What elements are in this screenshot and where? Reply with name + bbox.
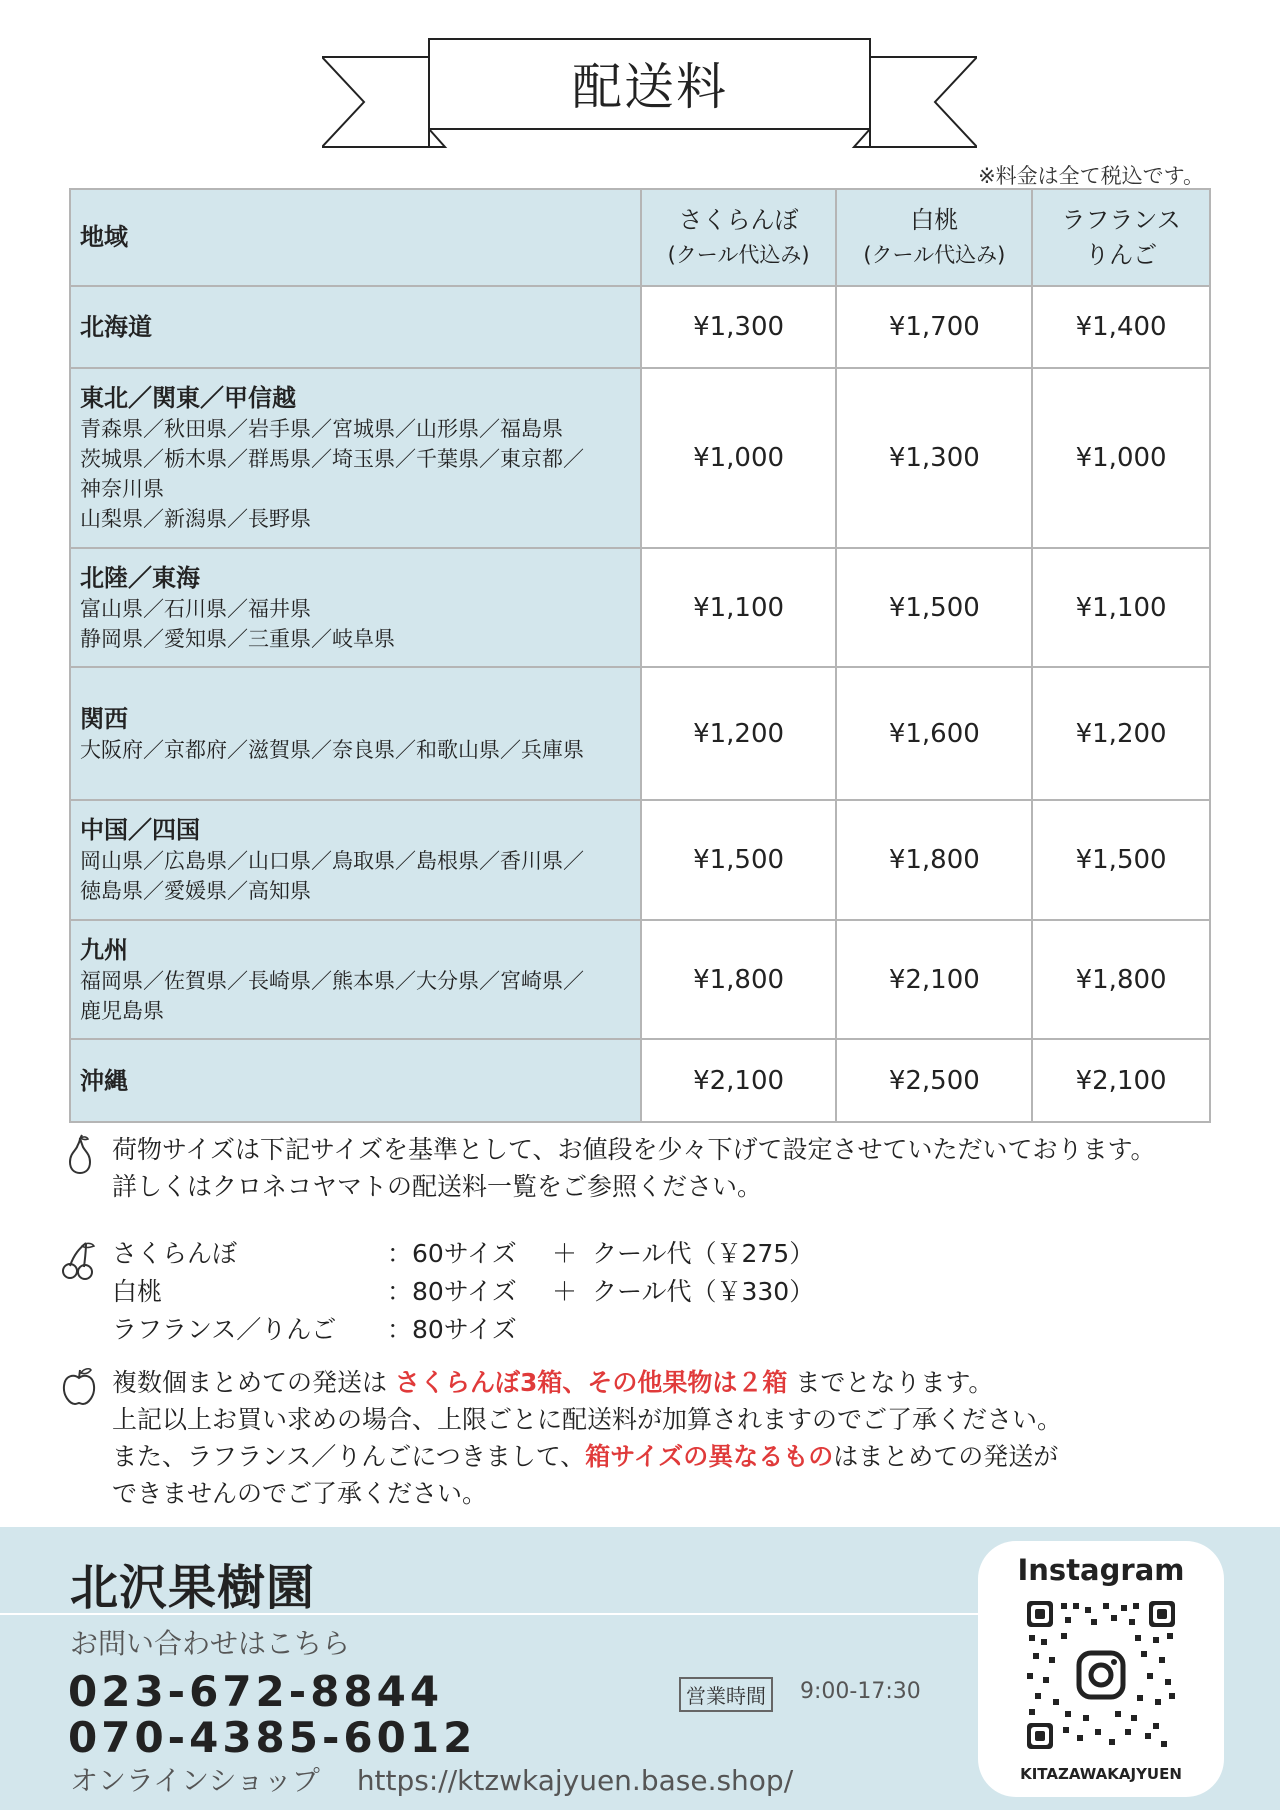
bundle-note-line (112, 1364, 1062, 1401)
business-hours-label: 営業時間 (679, 1677, 773, 1712)
table-row (70, 548, 1210, 667)
region-cell (70, 800, 641, 920)
header-peach-line2: (クール代込み) (863, 242, 1006, 267)
price-peach: ¥2,100 (836, 920, 1032, 1039)
size-fruit: 白桃 (112, 1277, 163, 1306)
price-cherry: ¥1,800 (641, 920, 837, 1039)
online-shop-label: オンラインショップ (70, 1764, 320, 1797)
online-shop-link[interactable]: https://ktzwkajyuen.base.shop/ (356, 1764, 794, 1797)
price-pear-apple: ¥1,800 (1032, 920, 1210, 1039)
size-note-line: 荷物サイズは下記サイズを基準として、お値段を少々下げて設定させていただいております。 (112, 1135, 1156, 1164)
header-pear-apple-line2: りんご (1085, 240, 1158, 269)
bundle-note-line: 上記以上お買い求めの場合、上限ごとに配送料が加算されますのでご了承ください。 (112, 1405, 1063, 1434)
region-cell (70, 1039, 641, 1122)
header-pear-apple (1032, 189, 1210, 286)
prefecture-list: 茨城県／栃木県／群馬県／埼玉県／千葉県／東京都／ (80, 447, 584, 471)
apple-icon (60, 1366, 96, 1408)
page-title: 配送料 (572, 58, 728, 116)
region-cell (70, 920, 641, 1039)
region-name: 東北／関東／甲信越 (80, 384, 296, 412)
size-value: ：80サイズ (387, 1277, 517, 1306)
pear-icon (62, 1134, 98, 1176)
size-cool: クール代（￥330） (592, 1277, 815, 1306)
size-fruit: さくらんぼ (112, 1239, 238, 1268)
price-pear-apple: ¥2,100 (1032, 1039, 1210, 1122)
list-item (112, 1235, 814, 1273)
price-peach: ¥1,300 (836, 368, 1032, 548)
price-peach: ¥2,500 (836, 1039, 1032, 1122)
bundle-text: はまとめての発送が (833, 1442, 1059, 1471)
price-cherry: ¥1,200 (641, 667, 837, 800)
size-cool: クール代（￥275） (592, 1239, 815, 1268)
size-value: ：60サイズ (387, 1239, 517, 1268)
phone-number-2[interactable]: 070-4385-6012 (68, 1713, 477, 1762)
prefecture-list: 青森県／秋田県／岩手県／宮城県／山形県／福島県 (80, 417, 563, 441)
box-size-highlight: 箱サイズの異なるもの (585, 1442, 834, 1471)
table-row (70, 286, 1210, 368)
online-shop (70, 1759, 793, 1799)
header-cherry-line1: さくらんぼ (678, 205, 799, 234)
table-row (70, 667, 1210, 800)
table-row (70, 368, 1210, 548)
phone-number-1[interactable]: 023-672-8844 (68, 1667, 444, 1716)
business-hours: 9:00-17:30 (800, 1679, 921, 1704)
list-item (112, 1273, 814, 1311)
inquiry-label: お問い合わせはこちら (70, 1627, 351, 1660)
bundle-text: までとなります。 (795, 1368, 994, 1397)
price-pear-apple: ¥1,000 (1032, 368, 1210, 548)
instagram-title: Instagram (1017, 1553, 1185, 1587)
region-name: 九州 (80, 935, 128, 964)
region-cell (70, 548, 641, 667)
prefecture-list: 富山県／石川県／福井県 (80, 596, 311, 621)
header-region: 地域 (70, 189, 641, 286)
title-ribbon (322, 35, 977, 150)
price-cherry: ¥2,100 (641, 1039, 837, 1122)
instagram-qr-code[interactable] (1025, 1599, 1177, 1751)
region-cell (70, 368, 641, 548)
header-peach-line1: 白桃 (910, 205, 959, 234)
instagram-handle: KITAZAWAKAJYUEN (1020, 1765, 1182, 1783)
header-pear-apple-line1: ラフランス (1061, 205, 1181, 234)
bundle-text: 複数個まとめての発送は (112, 1368, 388, 1397)
region-name: 北陸／東海 (80, 563, 200, 592)
header-cherry-line2: (クール代込み) (667, 242, 810, 267)
prefecture-list: 徳島県／愛媛県／高知県 (80, 879, 311, 903)
size-plus: ＋ (552, 1277, 578, 1306)
price-pear-apple: ¥1,500 (1032, 800, 1210, 920)
price-pear-apple: ¥1,100 (1032, 548, 1210, 667)
size-note-line: 詳しくはクロネコヤマトの配送料一覧をご参照ください。 (112, 1172, 763, 1201)
price-peach: ¥1,600 (836, 667, 1032, 800)
bundle-note (112, 1364, 1062, 1512)
size-plus: ＋ (552, 1239, 578, 1268)
size-value: ：80サイズ (387, 1315, 517, 1344)
prefecture-list: 岡山県／広島県／山口県／鳥取県／島根県／香川県／ (80, 849, 584, 873)
table-row (70, 920, 1210, 1039)
prefecture-list: 山梨県／新潟県／長野県 (80, 507, 311, 531)
price-cherry: ¥1,100 (641, 548, 837, 667)
bundle-text: また、ラフランス／りんごにつきまして、 (112, 1442, 586, 1471)
bundle-limit-highlight: さくらんぼ3箱、その他果物は２箱 (394, 1368, 788, 1397)
price-cherry: ¥1,300 (641, 286, 837, 368)
price-peach: ¥1,500 (836, 548, 1032, 667)
bundle-note-line: できませんのでご了承ください。 (112, 1479, 488, 1508)
region-cell (70, 286, 641, 368)
price-pear-apple: ¥1,200 (1032, 667, 1210, 800)
tax-note: ※料金は全て税込です。 (978, 164, 1204, 188)
region-name: 中国／四国 (80, 816, 200, 844)
table-row (70, 1039, 1210, 1122)
header-peach (836, 189, 1032, 286)
price-peach: ¥1,700 (836, 286, 1032, 368)
price-peach: ¥1,800 (836, 800, 1032, 920)
prefecture-list: 大阪府／京都府／滋賀県／奈良県／和歌山県／兵庫県 (80, 737, 584, 762)
prefecture-list: 福岡県／佐賀県／長崎県／熊本県／大分県／宮崎県／ (80, 968, 584, 993)
instagram-card (978, 1541, 1224, 1797)
table-row (70, 800, 1210, 920)
list-item (112, 1311, 814, 1349)
footer (0, 1527, 1280, 1810)
price-cherry: ¥1,500 (641, 800, 837, 920)
size-note (112, 1131, 1156, 1205)
region-cell (70, 667, 641, 800)
region-name: 関西 (80, 704, 128, 733)
cherry-icon (60, 1240, 96, 1282)
shop-name: 北沢果樹園 (70, 1560, 316, 1616)
table-header-row (70, 189, 1210, 286)
header-cherry (641, 189, 837, 286)
size-list (112, 1235, 814, 1349)
bundle-note-line (112, 1438, 1062, 1475)
prefecture-list: 神奈川県 (80, 477, 164, 501)
price-cherry: ¥1,000 (641, 368, 837, 548)
shipping-fee-table (69, 188, 1211, 1123)
price-pear-apple: ¥1,400 (1032, 286, 1210, 368)
prefecture-list: 鹿児島県 (80, 998, 164, 1023)
region-name: 沖縄 (80, 1066, 128, 1095)
region-name: 北海道 (80, 313, 152, 341)
prefecture-list: 静岡県／愛知県／三重県／岐阜県 (80, 626, 395, 651)
size-fruit: ラフランス／りんご (112, 1315, 337, 1344)
